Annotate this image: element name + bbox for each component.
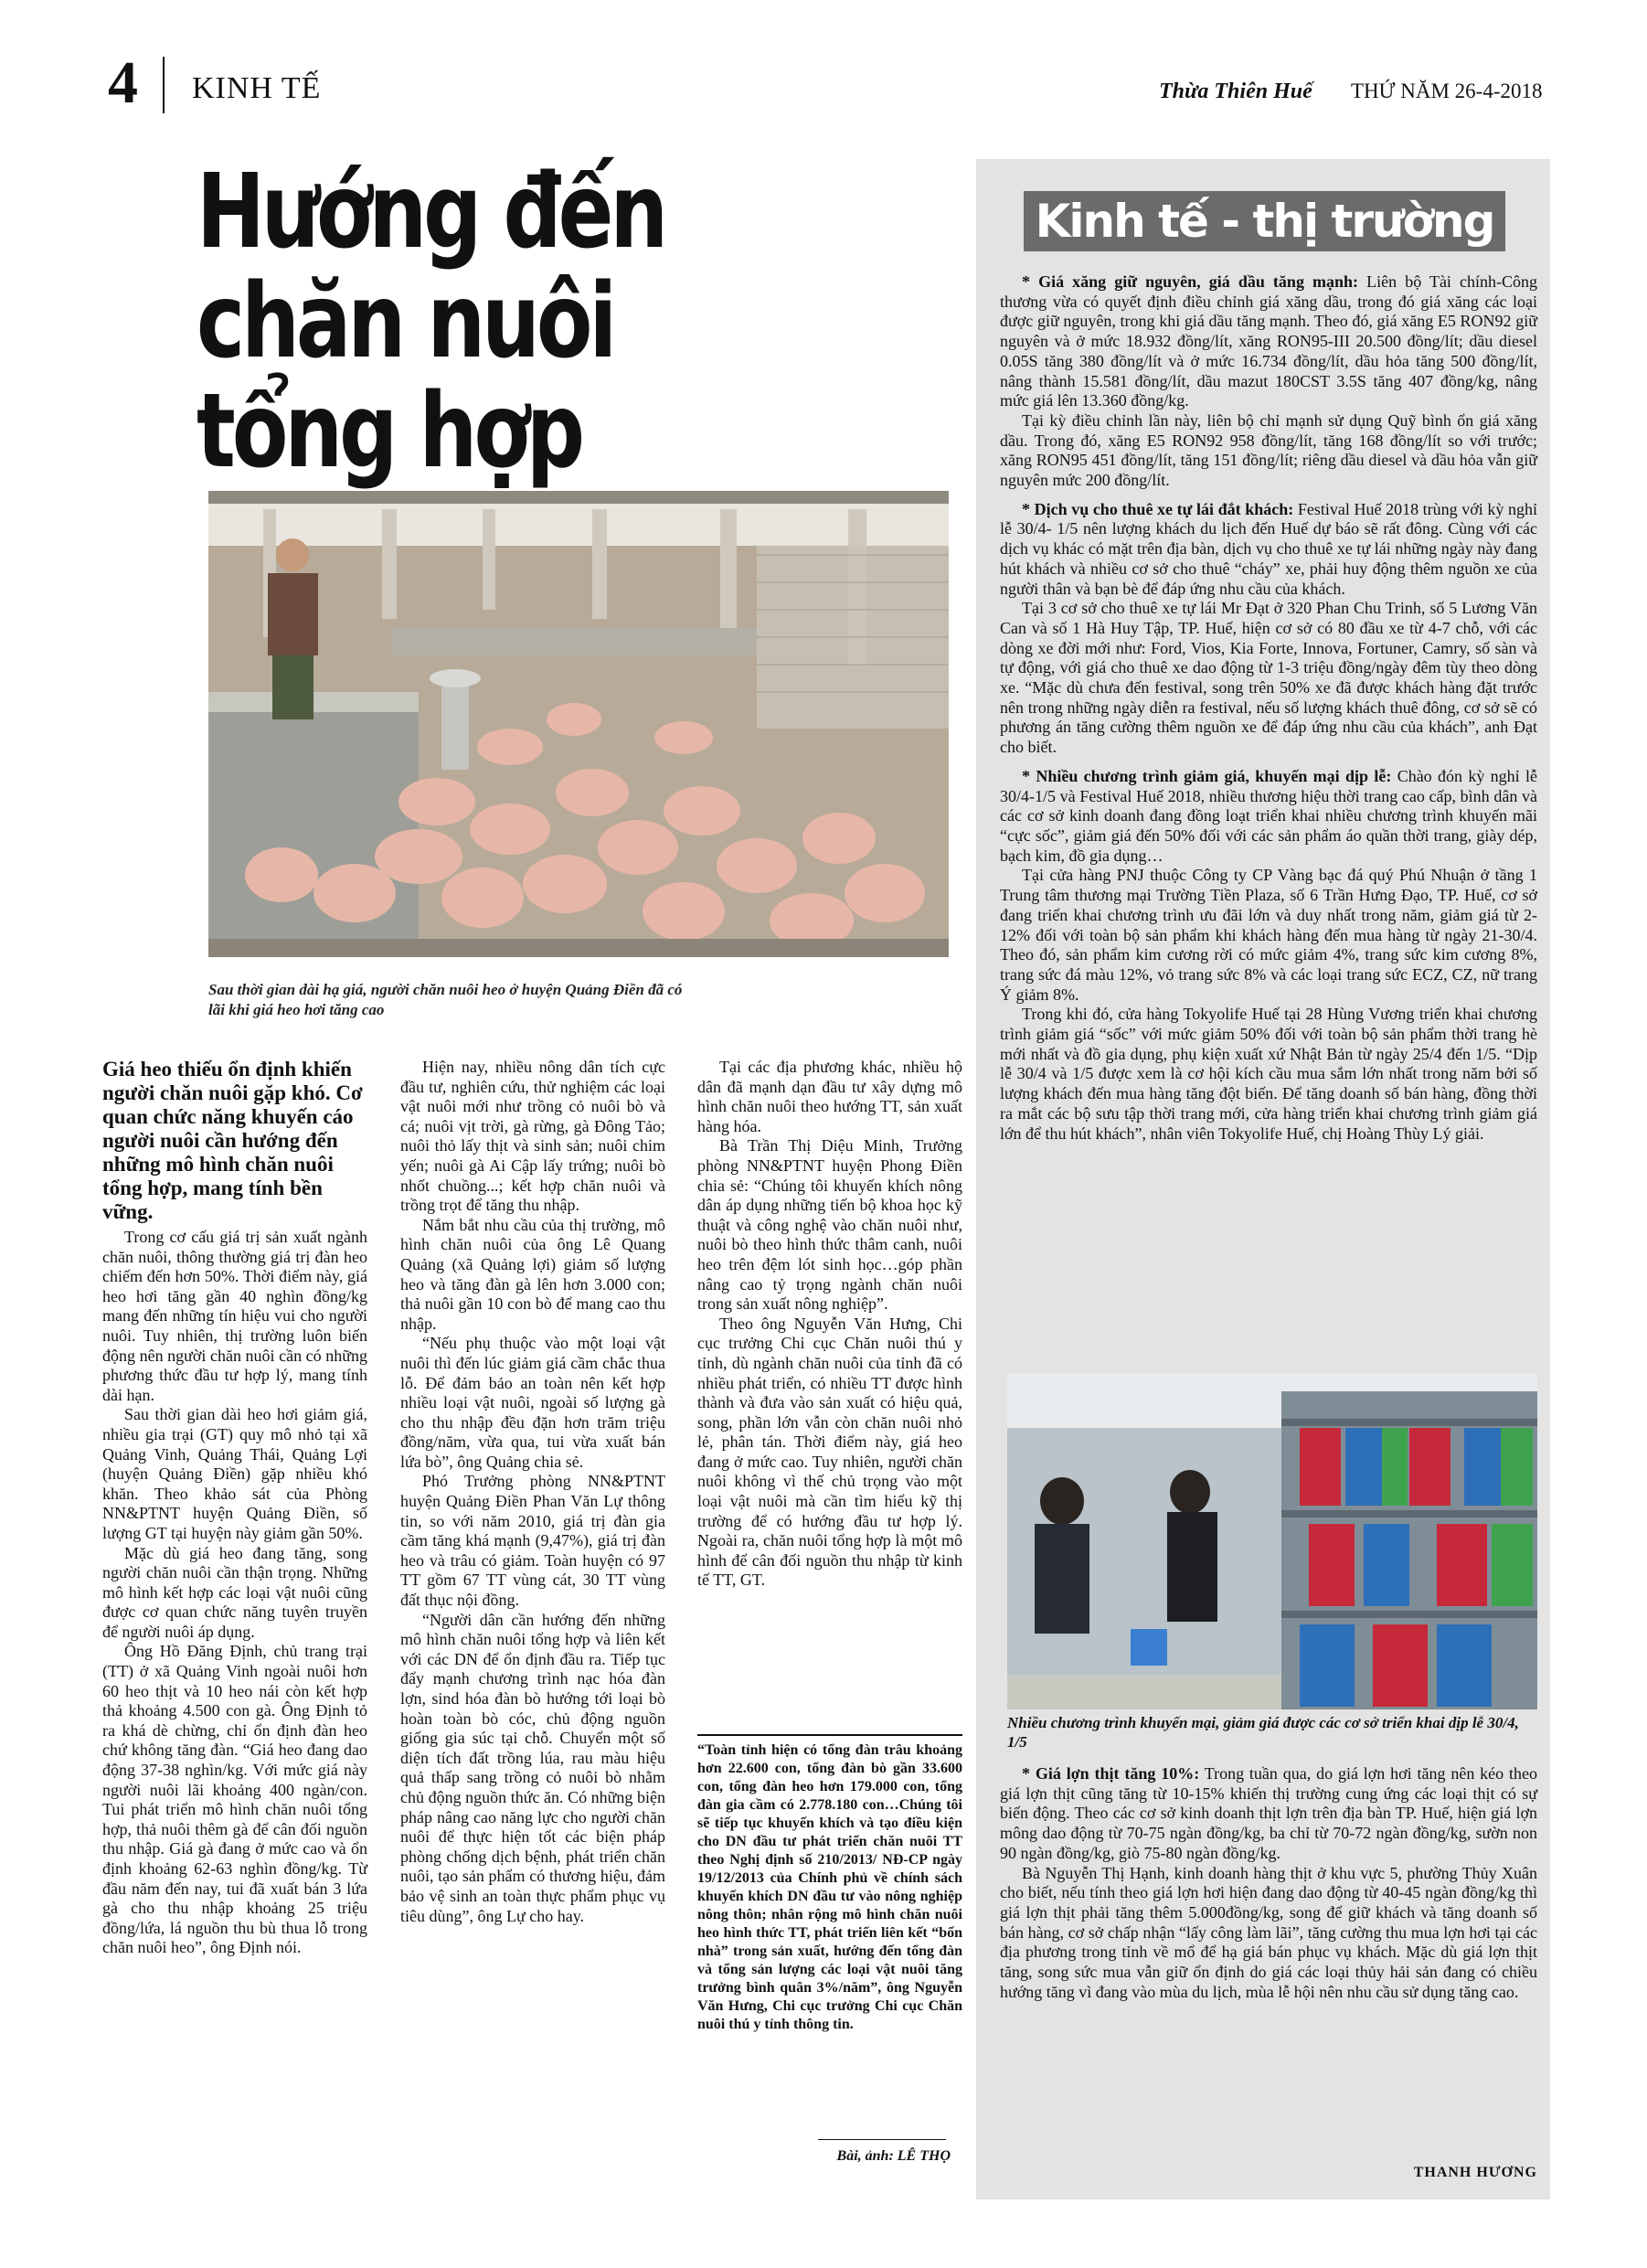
pull-quote: “Toàn tỉnh hiện có tổng đàn trâu khoảng hơn 22.600 con, tổng đàn bò gần 33.600 con, tổng đàn heo hơn 179.000 con, tổng đàn gia cầm có 2.778.180 con…Chúng tôi sẽ tiếp tục khuyến khích và tạo điều kiện cho DN đầu tư phát triển chăn nuôi TT theo Nghị định số 210/2013/ NĐ-CP ngày 19/12/2013 của Chính phủ về chính sách khuyến khích DN đầu tư vào nông nghiệp nông thôn; nhân rộng mô hình chăn nuôi heo hình thức TT, phát triển liên kết “bốn nhà” trong sản xuất, hướng đến tổng đàn và tổng sản lượng các loại vật nuôi tăng trưởng bình quân 3%/năm”, ông Nguyễn Văn Hưng, Chi cục trưởng Chi cục Chăn nuôi thú y tỉnh thông tin. bbox=[697, 1742, 962, 2032]
news-item-text: Festival Huế 2018 trùng với kỳ nghỉ lễ 30/4- 1/5 nên lượng khách du lịch đến Huế dự báo sẽ rất đông. Cùng với các dịch vụ khác có mặt trên địa bàn, dịch vụ cho thuê xe tự lái những ngày này đang hút khách và nhiều cơ sở cho thuê “cháy” xe, phải huy động thêm nguồn xe của người thân và bạn bè để đáp ứng nhu cầu của khách. bbox=[1000, 499, 1537, 598]
article-paragraph: Sau thời gian dài heo hơi giảm giá, nhiều gia trại (GT) quy mô nhỏ tại xã Quảng Vinh, Quảng Thái, Quảng Lợi (huyện Quảng Điền) gặp nhiều khó khăn. Theo khảo sát của Phòng NN&PTNT huyện Quảng Điền, số lượng GT tại huyện này giảm gần 50%. bbox=[102, 1405, 367, 1542]
sidebar-author: THANH HƯƠNG bbox=[1413, 2165, 1537, 2180]
news-item-paragraph: Tại 3 cơ sở cho thuê xe tự lái Mr Đạt ở 320 Phan Chu Trinh, số 5 Lương Văn Can và số 1 Hà Huy Tập, TP. Huế, hiện cơ sở có 80 đầu xe từ 4-7 chỗ, với các dòng xe đời mới như: Ford, Vios, Kia Forte, Innova, Fortuner, Camry, số sàn và tự động, với giá cho thuê xe dao động từ 1-3 triệu đồng/ngày đêm tùy theo dòng xe. “Mặc dù chưa đến festival, song trên 50% xe đã được khách hàng đặt trước nên trong những ngày diễn ra festival, nếu số lượng khách thuê đông, cơ sở sẽ có phương án tăng cường thêm nguồn xe để đáp ứng nhu cầu của khách”, anh Đạt cho biết. bbox=[1000, 599, 1537, 757]
news-item-heading: * Giá lợn thịt tăng 10%: bbox=[1022, 1764, 1200, 1783]
news-item-pork bbox=[1000, 1764, 1537, 1864]
article-paragraph: Bà Trần Thị Diệu Minh, Trưởng phòng NN&PTNT huyện Phong Điền chia sẻ: “Chúng tôi khuyến khích nông dân áp dụng những tiến bộ khoa học kỹ thuật và công nghệ vào chăn nuôi như, nuôi bò theo hình thức thâm canh, nuôi heo trên đệm lót sinh học…góp phần nâng cao tỷ trọng ngành chăn nuôi trong sản xuất nông nghiệp”. bbox=[697, 1136, 962, 1314]
article-paragraph: “Người dân cần hướng đến những mô hình chăn nuôi tổng hợp và liên kết với các DN để ổn định đầu ra. Tiếp tục đẩy mạnh chương trình nạc hóa đàn lợn, sind hóa đàn bò hướng tới loại bò hoàn toàn bò cóc, chủ động nguồn giống gia súc tại chỗ. Chuyển một số diện tích đất trồng lúa, rau màu hiệu quả thấp sang trồng cỏ nuôi bò nhằm chủ động nguồn thức ăn. Có những biện pháp nâng cao năng lực cho người chăn nuôi để thực hiện tốt các biện pháp phòng chống dịch bệnh, phát triển chăn nuôi, tạo sản phẩm có thương hiệu, đảm bảo vệ sinh an toàn thực phẩm phục vụ tiêu dùng”, ông Lự cho hay. bbox=[400, 1610, 665, 1925]
article-paragraph: Theo ông Nguyễn Văn Hưng, Chi cục trưởng Chi cục Chăn nuôi thú y tỉnh, dù ngành chăn nuôi của tỉnh đã có nhiều phát triển, có nhiều TT được hình thành và đưa vào sản xuất có hiệu quả, song, phần lớn vẫn còn chăn nuôi nhỏ lẻ, phân tán. Thời điểm này, giá heo đang ở mức cao. Tuy nhiên, người chăn nuôi không vì thế chủ trọng vào một loại vật nuôi mà cần tìm hiểu kỹ thị trường để có hướng đầu tư hợp lý. Ngoài ra, chăn nuôi tổng hợp là một mô hình để cân đối nguồn thu nhập từ kinh tế TT, GT. bbox=[697, 1314, 962, 1590]
issue-date: THỨ NĂM 26-4-2018 bbox=[1351, 80, 1543, 102]
store-promotion-photo bbox=[1007, 1373, 1537, 1709]
headline-line-1: Hướng đến bbox=[197, 153, 665, 272]
news-item-car-rental bbox=[1000, 500, 1537, 600]
article-column-3 bbox=[697, 1058, 962, 1591]
sidebar-news-top bbox=[1000, 272, 1537, 1144]
article-paragraph: “Nếu phụ thuộc vào một loại vật nuôi thì đến lúc giảm giá cầm chắc thua lỗ. Để đảm bảo an toàn nên kết hợp nhiều loại vật nuôi, ngoài số lượng gà cho thu nhập đều đặn hơn trăm triệu đồng/năm, vừa qua, tui vừa xuất bán lứa bò”, ông Quảng chia sẻ. bbox=[400, 1334, 665, 1471]
news-item-heading: * Giá xăng giữ nguyên, giá dầu tăng mạnh: bbox=[1022, 272, 1359, 291]
newspaper-name: Thừa Thiên Huế bbox=[1159, 80, 1312, 103]
article-column-1 bbox=[102, 1058, 367, 1958]
news-item-fuel bbox=[1000, 272, 1537, 411]
news-item-paragraph: Tại cửa hàng PNJ thuộc Công ty CP Vàng bạc đá quý Phú Nhuận ở tầng 1 Trung tâm thương mại Trường Tiền Plaza, số 6 Trần Hưng Đạo, TP. Huế, cơ sở đang triển khai chương trình ưu đãi lớn và duy nhất trong năm, giảm giá từ 2-12% đối với toàn bộ sản phẩm khi khách hàng đến mua hàng từ ngày 21-30/4. Theo đó, sản phẩm kim cương rời có mức giảm 4%, trang sức kim cương 8%, trang sức đá màu 12%, vỏ trang sức 8% và các loại trang sức ECZ, CZ, nữ trang Ý giảm 8%. bbox=[1000, 866, 1537, 1004]
article-paragraph: Nắm bắt nhu cầu của thị trường, mô hình chăn nuôi của ông Lê Quang Quảng (xã Quảng lợi) giảm số lượng heo và tăng đàn gà lên hơn 3.000 con; thả nuôi gần 10 con bò để mang cao thu nhập. bbox=[400, 1215, 665, 1333]
news-item-heading: * Dịch vụ cho thuê xe tự lái đắt khách: bbox=[1022, 499, 1294, 518]
article-headline bbox=[197, 153, 811, 491]
article-paragraph: Hiện nay, nhiều nông dân tích cực đầu tư, nghiên cứu, thử nghiệm các loại vật nuôi mới như trồng cỏ nuôi bò và cá; nuôi vịt trời, gà rừng, gà Đông Tảo; nuôi thỏ lấy thịt và sinh sản; nuôi chim yến; nuôi gà Ai Cập lấy trứng; nuôi bò nhốt chuồng...; kết hợp chăn nuôi và trồng trọt để tăng thu nhập. bbox=[400, 1058, 665, 1215]
section-name: KINH TẾ bbox=[192, 71, 322, 105]
article-paragraph: Trong cơ cấu giá trị sản xuất ngành chăn nuôi, thông thường giá trị đàn heo chiếm đến hơn 50%. Thời điểm này, giá heo hơi tăng gần 40 nghìn đồng/kg mang đến những tín hiệu vui cho người nuôi. Tuy nhiên, thị trường luôn biến động nên người chăn nuôi cần có những phương thức đầu tư hợp lý, mang tính dài hạn. bbox=[102, 1228, 367, 1404]
article-paragraph: Tại các địa phương khác, nhiều hộ dân đã mạnh dạn đầu tư xây dựng mô hình chăn nuôi theo hướng TT, sản xuất hàng hóa. bbox=[697, 1058, 962, 1135]
store-shelves-illustration bbox=[1007, 1373, 1537, 1709]
news-item-text: Chào đón kỳ nghỉ lễ 30/4-1/5 và Festival Huế 2018, nhiều thương hiệu thời trang cao cấp, bình dân và các cơ sở kinh doanh đang đồng loạt triển khai nhiều chương trình khuyến mãi “cực sốc”, giảm giá đến 50% đối với các sản phẩm áo quần thời trang, giày dép, bạch kim, đồ gia dụng… bbox=[1000, 766, 1538, 865]
article-lead: Giá heo thiếu ổn định khiến người chăn nuôi gặp khó. Cơ quan chức năng khuyến cáo người nuôi cần hướng đến những mô hình chăn nuôi tổng hợp, mang tính bền vững. bbox=[102, 1058, 363, 1223]
byline-divider bbox=[818, 2139, 946, 2140]
article-paragraph: Phó Trưởng phòng NN&PTNT huyện Quảng Điền Phan Văn Lự thông tin, so với năm 2010, giá trị đàn gia cầm tăng khá mạnh (9,47%), giá trị đàn heo và trâu có giảm. Toàn huyện có 97 TT gồm 67 TT vùng cát, 30 TT vùng đất thục nội đồng. bbox=[400, 1472, 665, 1610]
sidebar-news-bottom bbox=[1000, 1764, 1537, 2002]
article-paragraph: Mặc dù giá heo đang tăng, song người chăn nuôi cần thận trọng. Những mô hình kết hợp các loại vật nuôi cũng được cơ quan chức năng tuyên truyền để người nuôi áp dụng. bbox=[102, 1543, 367, 1641]
quote-divider bbox=[697, 1734, 962, 1736]
article-paragraph: Ông Hồ Đăng Định, chủ trang trại (TT) ở xã Quảng Vinh ngoài nuôi hơn 60 heo thịt và 10 heo nái còn kết hợp thả khoảng 4.500 con gà. Ông Định tỏ ra khá dè chừng, chỉ ổn định đàn heo chứ không tăng đàn. “Giá heo đang dao động 37-38 nghìn/kg. Với mức giá này người nuôi lãi khoảng 400 ngàn/con. Tui phát triển mô hình chăn nuôi tổng hợp, thả nuôi thêm gà để cân đối nguồn thu nhập. Giá gà đang ở mức cao và ổn định khoảng 62-63 nghìn đồng/kg. Từ đầu năm đến nay, tui đã xuất bán 3 lứa gà cho thu nhập khoảng 25 triệu đồng/lứa, lá nguồn thu bù thua lỗ trong chăn nuôi heo”, ông Định nói. bbox=[102, 1642, 367, 1957]
news-item-text: Liên bộ Tài chính-Công thương vừa có quyết định điều chỉnh giá xăng dầu, trong đó giá xăng các loại được giữ nguyên, trong khi giá dầu tăng mạnh. Theo đó, giá xăng E5 RON92 giữ nguyên và ở mức 18.932 đồng/lít, xăng RON95-III 20.500 đồng/lít; dầu diesel 0.05S tăng 380 đồng/lít và ở mức 16.734 đồng/lít, dầu hỏa tăng 500 đồng/lít, nâng thành 15.581 đồng/lít, dầu mazut 180CST 3.5S tăng 407 đồng/kg, nâng mức giá lên 13.360 đồng/kg. bbox=[1000, 272, 1538, 410]
pig-farm-illustration bbox=[208, 491, 949, 957]
news-item-heading: * Nhiều chương trình giảm giá, khuyến mại dịp lễ: bbox=[1022, 766, 1392, 785]
sidebar-title: Kinh tế - thị trường bbox=[1024, 191, 1505, 251]
news-item-paragraph: Tại kỳ điều chỉnh lần này, liên bộ chỉ mạnh sử dụng Quỹ bình ổn giá xăng dầu. Trong đó, xăng E5 RON92 958 đồng/lít, tăng 168 đồng/lít so với trước; xăng RON95 451 đồng/lít, tăng 151 đồng/lít; riêng dầu diesel và dầu hỏa vẫn giữ nguyên mức 200 đồng/lít. bbox=[1000, 410, 1537, 490]
news-item-text: Trong tuần qua, do giá lợn hơi tăng nên kéo theo giá lợn thịt cũng tăng từ 10-15% khiến thị trường cung ứng các loại thịt có sự biến động. Theo các cơ sở kinh doanh thịt lợn trên địa bàn TP. Huế, hiện giá lợn mông dao động từ 70-75 ngàn đồng/kg, ba chỉ từ 70-72 ngàn đồng/kg, sườn non 90 ngàn đồng/kg, giò 75-80 ngàn đồng/kg. bbox=[1000, 1764, 1537, 1862]
article-column-2 bbox=[400, 1058, 665, 1926]
page-number: 4 bbox=[108, 49, 138, 116]
news-item-paragraph: Trong khi đó, cửa hàng Tokyolife Huế tại 28 Hùng Vương triển khai chương trình giảm giá “sốc” với mức giảm 50% đối với toàn bộ sản phẩm thời trang hè mới nhất và đồ gia dụng, phụ kiện xuất xứ Nhật Bản từ ngày 25/4 đến 1/5. “Dịp lễ 30/4 và 1/5 được xem là cơ hội kích cầu mua sắm lớn nhất trong năm bởi số lượng khách đến mua hàng tăng đột biến. Để tăng doanh số bán hàng, đồng thời ra mắt các bộ sưu tập thời trang mới, cửa hàng triển khai chương trình giảm giá lớn để thu hút khách”, nhân viên Tokyolife Huế, chị Hoàng Thùy Lý giải. bbox=[1000, 1005, 1537, 1143]
news-item-promotions bbox=[1000, 767, 1537, 867]
pig-farm-photo bbox=[208, 491, 949, 957]
header-divider bbox=[163, 57, 165, 113]
headline-line-2: chăn nuôi tổng hợp bbox=[197, 262, 614, 491]
news-item-paragraph: Bà Nguyễn Thị Hạnh, kinh doanh hàng thịt ở khu vực 5, phường Thủy Xuân cho biết, nếu tính theo giá lợn hơi hiện đang dao động từ 40-45 ngàn đồng/kg thì giá lợn thịt phải tăng thêm 5.000đồng/kg, song để giữ khách và tăng doanh số bán hàng, cơ sở chấp nhận “lấy công làm lãi”, tăng cường thu mua lợn hơi tại các địa phương trong tỉnh về mổ để hạ giá bán phục vụ khách. Mặc dù giá lợn thịt tăng, song sức mua vẫn giữ ổn định do giá các loại thủy hải sản đang có chiều hướng tăng vì đang vào mùa du lịch, mùa lễ hội nên nhu cầu sử dụng tăng cao. bbox=[1000, 1863, 1537, 2001]
pig-photo-caption: Sau thời gian dài hạ giá, người chăn nuôi heo ở huyện Quảng Điền đã có lãi khi giá heo hơi tăng cao bbox=[208, 981, 683, 1018]
store-photo-caption: Nhiều chương trình khuyến mại, giảm giá được các cơ sở triển khai dịp lễ 30/4, 1/5 bbox=[1007, 1714, 1519, 1751]
article-byline: Bài, ảnh: LÊ THỌ bbox=[836, 2148, 951, 2164]
